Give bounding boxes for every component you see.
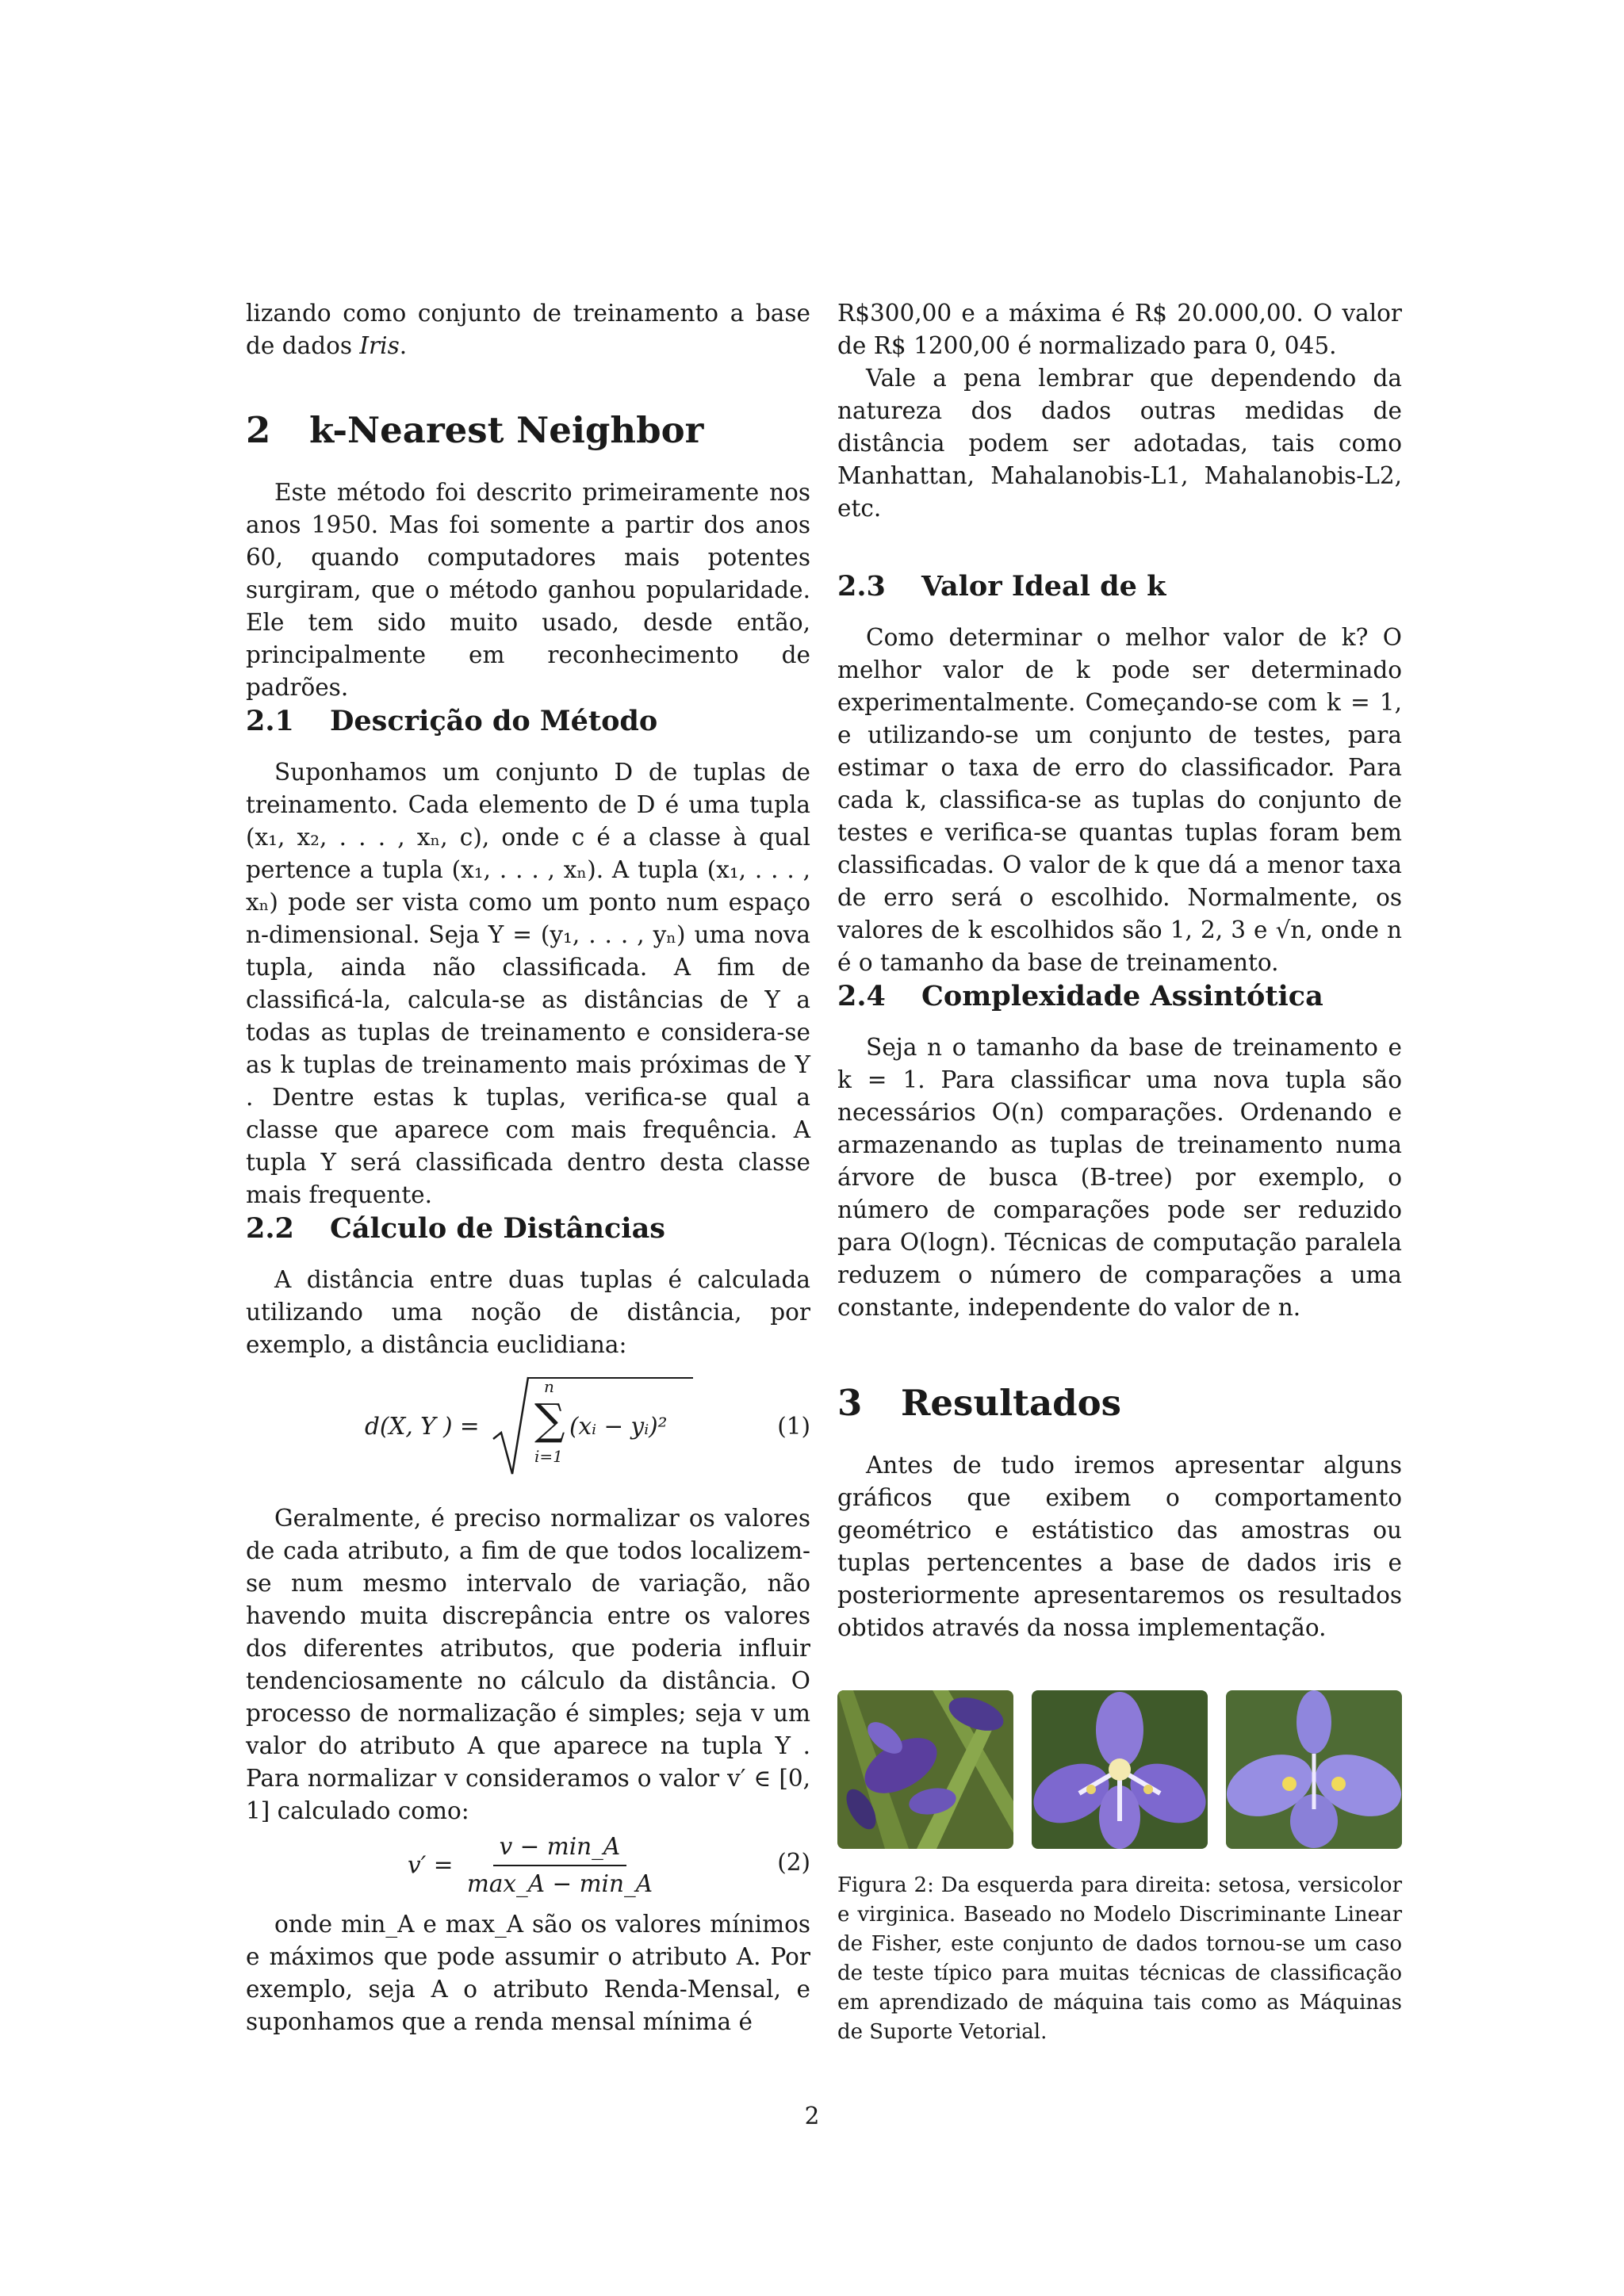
subsection-2-2-heading: 2.2 Cálculo de Distâncias <box>246 1212 665 1245</box>
equation-2-tag: (2) <box>777 1849 810 1876</box>
page-number: 2 <box>804 2103 820 2130</box>
sqrt-sign-icon <box>492 1376 530 1479</box>
section-3-heading: 3 Resultados <box>837 1382 1121 1424</box>
section-2-heading: 2 k-Nearest Neighbor <box>246 409 704 451</box>
distance-measures-paragraph: Vale a pena lembrar que dependendo da natureza dos dados outras medidas de distância podem ser adotadas, tais como Manhattan, Mahalanobis-L1, Mahalanobis-L2, etc. <box>837 365 1402 522</box>
subsection-2-3-heading: 2.3 Valor Ideal de k <box>837 570 1166 603</box>
intro-continuation: lizando como conjunto de treinamento a base de dados Iris. <box>246 300 810 359</box>
subsection-2-2-paragraph-1: A distância entre duas tuplas é calculada utilizando uma noção de distância, por exemplo, a distância euclidiana: <box>246 1266 810 1358</box>
iris-versicolor-photo <box>1032 1690 1208 1849</box>
section-3-paragraph: Antes de tudo iremos apresentar alguns gráficos que exibem o comportamento geométrico e estátistico das amostras ou tuplas pertencentes a base de dados iris e posteriormente apresentaremos os resultados obtidos através da nossa implementação. <box>837 1452 1402 1641</box>
iris-figure <box>837 1690 1402 1849</box>
subsection-2-1-heading: 2.1 Descrição do Método <box>246 705 658 737</box>
right-column <box>837 297 1402 2047</box>
section-2-paragraph: Este método foi descrito primeiramente nos anos 1950. Mas foi somente a partir dos anos 60, quando computadores mais potentes surgiram, que o método ganhou popularidade. Ele tem sido muito usado, desde então, principalmente em reconhecimento de padrões. <box>246 479 810 701</box>
iris-setosa-photo <box>837 1690 1013 1849</box>
continuation-paragraph: R$300,00 e a máxima é R$ 20.000,00. O valor de R$ 1200,00 é normalizado para 0, 045. <box>837 300 1402 359</box>
equation-1-tag: (1) <box>777 1413 810 1440</box>
subsection-2-4-heading: 2.4 Complexidade Assintótica <box>837 980 1323 1012</box>
iris-virginica-photo <box>1226 1690 1402 1849</box>
subsection-2-2-paragraph-3: onde min_A e max_A são os valores mínimos e máximos que pode assumir o atributo A. Por exemplo, seja A o atributo Renda-Mensal, e suponhamos que a renda mensal mínima é <box>246 1911 810 2035</box>
figure-2-caption: Figura 2: Da esquerda para direita: setosa, versicolor e virginica. Baseado no Modelo Discriminante Linear de Fisher, este conjunto de dados tornou-se um caso de teste típico para muitas técnicas de classificação em aprendizado de máquina tais como as Máquinas de Suporte Vetorial. <box>837 1873 1402 2044</box>
subsection-2-3-paragraph: Como determinar o melhor valor de k? O melhor valor de k pode ser determinado experimentalmente. Começando-se com k = 1, e utilizando-se um conjunto de testes, para estimar o taxa de erro do classificador. Para cada k, classifica-se as tuplas do conjunto de testes e verifica-se quantas tuplas foram bem classificadas. O valor de k que dá a menor taxa de erro será o escolhido. Normalmente, os valores de k escolhidos são 1, 2, 3 e √n, onde n é o tamanho da base de treinamento. <box>837 624 1402 976</box>
equation-2: v′ = $\frac{v - \min\_A}{\max\_A - \min\_A}$ (2) <box>246 1831 810 1904</box>
left-column <box>246 297 810 2038</box>
subsection-2-4-paragraph: Seja n o tamanho da base de treinamento e k = 1. Para classificar uma nova tupla são necessários O(n) comparações. Ordenando e armazenando as tuplas de treinamento numa árvore de busca (B-tree) por exemplo, o número de comparações pode ser reduzido para O(logn). Técnicas de computação paralela reduzem o número de comparações a uma constante, independente do valor de n. <box>837 1034 1402 1321</box>
subsection-2-2-paragraph-2: Geralmente, é preciso normalizar os valores de cada atributo, a fim de que todos localizem-se num mesmo intervalo de variação, não havendo muita discrepância entre os valores dos diferentes atributos, que poderia influir tendenciosamente no cálculo da distância. O processo de normalização é simples; seja v um valor do atributo A que aparece na tupla Y . Para normalizar v consideramos o valor v′ ∈ [0, 1] calculado como: <box>246 1505 810 1824</box>
equation-1: d(X, Y ) = n ∑ i=1 (xᵢ − yᵢ)² (1) <box>246 1372 810 1491</box>
subsection-2-1-paragraph: Suponhamos um conjunto D de tuplas de treinamento. Cada elemento de D é uma tupla (x₁, x₂, . . . , xₙ, c), onde c é a classe à qual pertence a tupla (x₁, . . . , xₙ). A tupla (x₁, . . . , xₙ) pode ser vista como um ponto num espaço n-dimensional. Seja Y = (y₁, . . . , yₙ) uma nova tupla, ainda não classificada. A fim de classificá-la, calcula-se as distâncias de Y a todas as tuplas de treinamento e considera-se as k tuplas de treinamento mais próximas de Y . Dentre estas k tuplas, verifica-se qual a classe que aparece com mais frequência. A tupla Y será classificada dentro desta classe mais frequente. <box>246 759 810 1208</box>
